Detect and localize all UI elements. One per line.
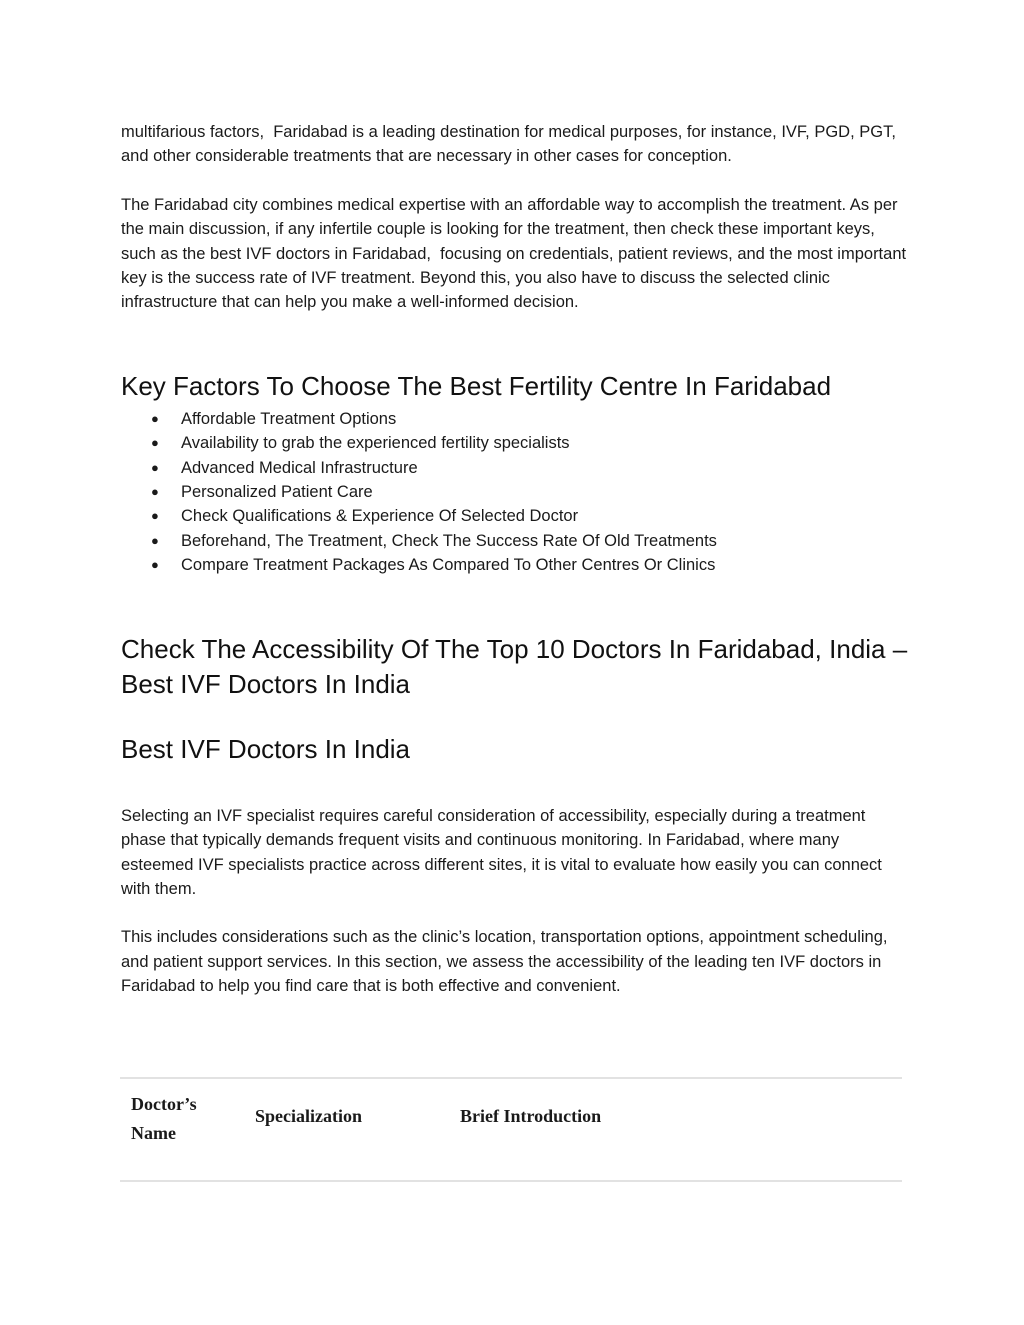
- list-item-text: Availability to grab the experienced fertility specialists: [181, 434, 570, 453]
- list-item: [121, 480, 911, 504]
- list-item: [121, 431, 911, 455]
- table-header-doctor-name: Doctor’s Name: [131, 1094, 197, 1143]
- bullet-icon: ●: [151, 410, 159, 426]
- table-header-specialization: Specialization: [255, 1106, 362, 1126]
- bullet-icon: ●: [151, 459, 159, 475]
- bullet-icon: ●: [151, 484, 159, 500]
- table-header-brief-introduction: Brief Introduction: [460, 1106, 602, 1126]
- bullet-icon: ●: [151, 532, 159, 548]
- list-item-text: Personalized Patient Care: [181, 483, 373, 502]
- doctors-table: [120, 1077, 902, 1182]
- key-factors-list: [121, 407, 911, 578]
- accessibility-paragraph-2: This includes considerations such as the clinic’s location, transportation options, appointment scheduling, and patient support services. In this section, we assess the accessibility of the leading ten IVF doctors in Faridabad to help you find care that is both effective and convenient.: [121, 928, 893, 996]
- best-ivf-doctors-heading: Best IVF Doctors In India: [121, 733, 411, 764]
- list-item-text: Affordable Treatment Options: [181, 409, 397, 428]
- list-item-text: Beforehand, The Treatment, Check The Success Rate Of Old Treatments: [181, 531, 717, 550]
- check-accessibility-heading: Check The Accessibility Of The Top 10 Doctors In Faridabad, India – Best IVF Doctors In India: [121, 633, 908, 699]
- list-item: [121, 553, 911, 577]
- list-item-text: Advanced Medical Infrastructure: [181, 458, 418, 477]
- list-item: [121, 456, 911, 480]
- list-item-text: Compare Treatment Packages As Compared To Other Centres Or Clinics: [181, 556, 716, 575]
- list-item-text: Check Qualifications & Experience Of Selected Doctor: [181, 507, 579, 526]
- bullet-icon: ●: [151, 508, 159, 524]
- key-factors-heading: Key Factors To Choose The Best Fertility Centre In Faridabad: [121, 370, 832, 401]
- intro-paragraph-1: multifarious factors, Faridabad is a leading destination for medical purposes, for instance, IVF, PGD, PGT, and other considerable treatments that are necessary in other cases for conception.: [121, 123, 901, 166]
- bullet-icon: ●: [151, 435, 159, 451]
- bullet-icon: ●: [151, 557, 159, 573]
- intro-paragraph-2: The Faridabad city combines medical expertise with an affordable way to accomplish the treatment. As per the main discussion, if any infertile couple is looking for the treatment, then check these important keys, such as the best IVF doctors in Faridabad, focusing on credentials, patient reviews, and the most important key is the success rate of IVF treatment. Beyond this, you also have to discuss the selected clinic infrastructure that can help you make a well-informed decision.: [121, 195, 911, 312]
- list-item: [121, 529, 911, 553]
- accessibility-paragraph-1: Selecting an IVF specialist requires careful consideration of accessibility, especially during a treatment phase that typically demands frequent visits and continuous monitoring. In Faridabad, where many esteemed IVF specialists practice across different sites, it is vital to evaluate how easily you can connect with them.: [121, 806, 887, 898]
- list-item: [121, 504, 911, 528]
- list-item: [121, 407, 911, 431]
- document-page: [121, 120, 911, 999]
